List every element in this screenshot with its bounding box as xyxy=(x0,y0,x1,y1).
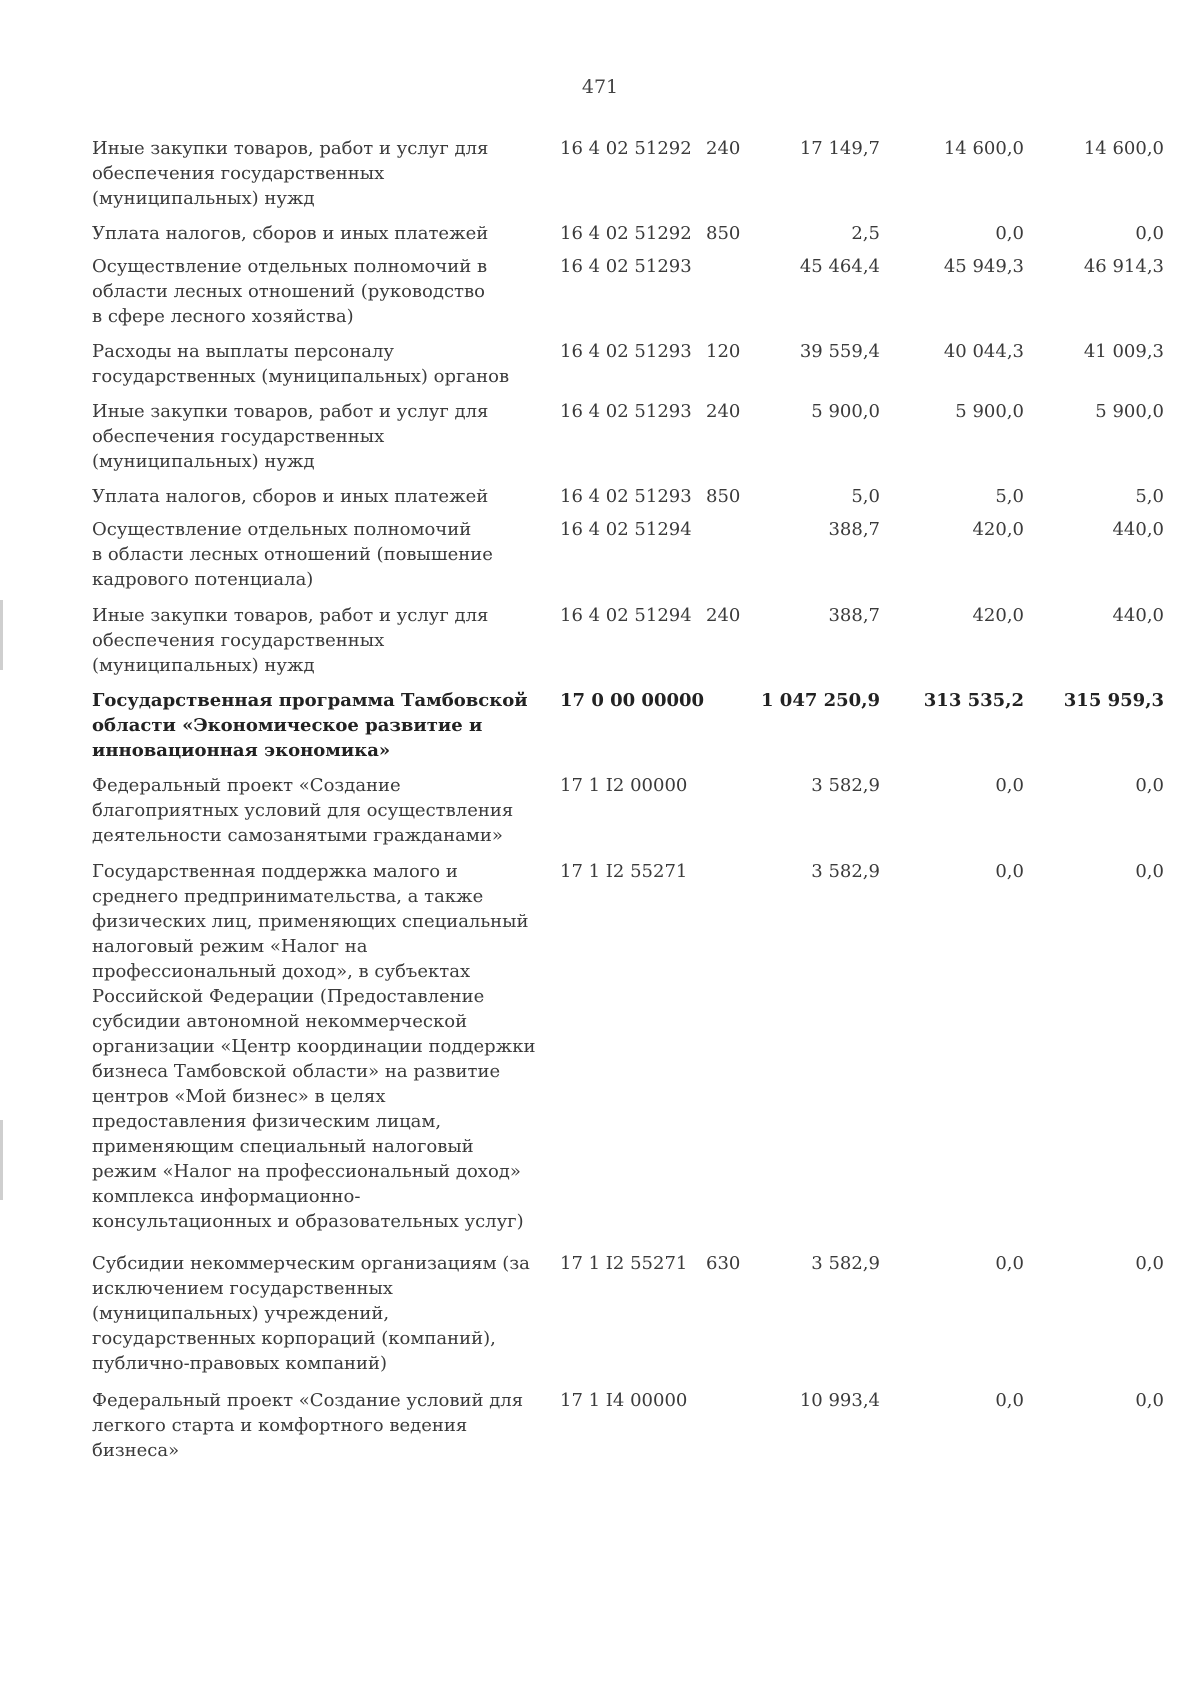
row-amount-2: 5,0 xyxy=(995,486,1024,507)
row-expense-type: 850 xyxy=(706,486,741,507)
row-amount-1: 2,5 xyxy=(851,223,880,244)
row-amount-3: 5 900,0 xyxy=(1095,401,1164,422)
row-expense-type: 120 xyxy=(706,341,741,362)
row-amount-1: 10 993,4 xyxy=(799,1390,880,1411)
row-amount-1: 3 582,9 xyxy=(811,775,880,796)
row-description: Иные закупки товаров, работ и услуг для обеспечения государственных (муниципальных) нужд xyxy=(92,605,489,676)
row-description: Расходы на выплаты персоналу государственных (муниципальных) органов xyxy=(92,341,510,387)
row-amount-3: 41 009,3 xyxy=(1083,341,1164,362)
row-target-code: 17 0 00 00000 xyxy=(560,690,705,711)
row-amount-3: 5,0 xyxy=(1135,486,1164,507)
row-description: Иные закупки товаров, работ и услуг для обеспечения государственных (муниципальных) нужд xyxy=(92,401,489,472)
row-amount-1: 5 900,0 xyxy=(811,401,880,422)
row-amount-1: 3 582,9 xyxy=(811,1253,880,1274)
page-number: 471 xyxy=(581,76,619,98)
row-amount-2: 313 535,2 xyxy=(923,690,1024,711)
row-target-code: 16 4 02 51293 xyxy=(560,486,692,507)
row-description: Уплата налогов, сборов и иных платежей xyxy=(92,486,489,507)
row-expense-type: 240 xyxy=(706,401,741,422)
row-description: Федеральный проект «Создание благоприятных условий для осуществления деятельности самозанятыми гражданами» xyxy=(92,775,514,846)
row-amount-2: 0,0 xyxy=(995,1390,1024,1411)
row-target-code: 17 1 I4 00000 xyxy=(560,1390,688,1411)
row-amount-3: 0,0 xyxy=(1135,861,1164,882)
row-amount-1: 17 149,7 xyxy=(799,138,880,159)
row-expense-type: 240 xyxy=(706,138,741,159)
row-amount-3: 440,0 xyxy=(1112,519,1164,540)
row-amount-1: 45 464,4 xyxy=(799,256,880,277)
row-amount-1: 5,0 xyxy=(851,486,880,507)
row-description: Иные закупки товаров, работ и услуг для обеспечения государственных (муниципальных) нужд xyxy=(92,138,489,209)
row-description: Субсидии некоммерческим организациям (за исключением государственных (муниципальных) учреждений, государственных корпораций (компаний), публично-правовых компаний) xyxy=(92,1253,530,1374)
row-target-code: 17 1 I2 00000 xyxy=(560,775,688,796)
row-target-code: 16 4 02 51293 xyxy=(560,256,692,277)
scan-edge-mark xyxy=(0,600,3,670)
row-target-code: 16 4 02 51292 xyxy=(560,138,692,159)
row-description: Осуществление отдельных полномочий в области лесных отношений (повышение кадрового потенциала) xyxy=(92,519,493,590)
row-description: Уплата налогов, сборов и иных платежей xyxy=(92,223,489,244)
row-amount-2: 14 600,0 xyxy=(943,138,1024,159)
row-amount-2: 0,0 xyxy=(995,1253,1024,1274)
row-amount-3: 14 600,0 xyxy=(1083,138,1164,159)
row-description: Федеральный проект «Создание условий для легкого старта и комфортного ведения бизнеса» xyxy=(92,1390,524,1461)
row-amount-2: 0,0 xyxy=(995,861,1024,882)
row-target-code: 16 4 02 51293 xyxy=(560,341,692,362)
row-description: Государственная поддержка малого и среднего предпринимательства, а также физических лиц, применяющих специальный налоговый режим «Налог на профессиональный доход», в субъектах Российской Федерации (Предоставление субсидии автономной некоммерческой организации «Центр координации поддержки бизнеса Тамбовской области» на развитие центров «Мой бизнес» в целях предоставления физическим лицам, применяющим специальный налоговый режим «Налог на профессиональный доход» комплекса информационно- консультационных и образовательных услуг) xyxy=(92,861,536,1232)
row-description: Государственная программа Тамбовской области «Экономическое развитие и инновационная экономика» xyxy=(92,690,528,761)
row-amount-1: 3 582,9 xyxy=(811,861,880,882)
row-target-code: 17 1 I2 55271 xyxy=(560,861,688,882)
row-amount-2: 45 949,3 xyxy=(943,256,1024,277)
row-expense-type: 850 xyxy=(706,223,741,244)
row-amount-1: 388,7 xyxy=(828,605,880,626)
row-expense-type: 630 xyxy=(706,1253,741,1274)
row-target-code: 16 4 02 51294 xyxy=(560,605,692,626)
row-description: Осуществление отдельных полномочий в области лесных отношений (руководство в сфере лесного хозяйства) xyxy=(92,256,488,327)
row-amount-3: 0,0 xyxy=(1135,775,1164,796)
row-target-code: 16 4 02 51293 xyxy=(560,401,692,422)
row-amount-3: 0,0 xyxy=(1135,1390,1164,1411)
scan-edge-mark xyxy=(0,1120,3,1200)
row-amount-2: 40 044,3 xyxy=(943,341,1024,362)
row-amount-2: 420,0 xyxy=(972,605,1024,626)
row-target-code: 17 1 I2 55271 xyxy=(560,1253,688,1274)
row-amount-3: 0,0 xyxy=(1135,223,1164,244)
row-amount-2: 420,0 xyxy=(972,519,1024,540)
row-amount-3: 440,0 xyxy=(1112,605,1164,626)
row-amount-1: 388,7 xyxy=(828,519,880,540)
row-target-code: 16 4 02 51294 xyxy=(560,519,692,540)
row-amount-3: 0,0 xyxy=(1135,1253,1164,1274)
row-amount-3: 315 959,3 xyxy=(1063,690,1164,711)
row-expense-type: 240 xyxy=(706,605,741,626)
row-amount-2: 5 900,0 xyxy=(955,401,1024,422)
row-target-code: 16 4 02 51292 xyxy=(560,223,692,244)
row-amount-1: 1 047 250,9 xyxy=(761,690,880,711)
row-amount-1: 39 559,4 xyxy=(799,341,880,362)
row-amount-2: 0,0 xyxy=(995,223,1024,244)
row-amount-3: 46 914,3 xyxy=(1083,256,1164,277)
row-amount-2: 0,0 xyxy=(995,775,1024,796)
